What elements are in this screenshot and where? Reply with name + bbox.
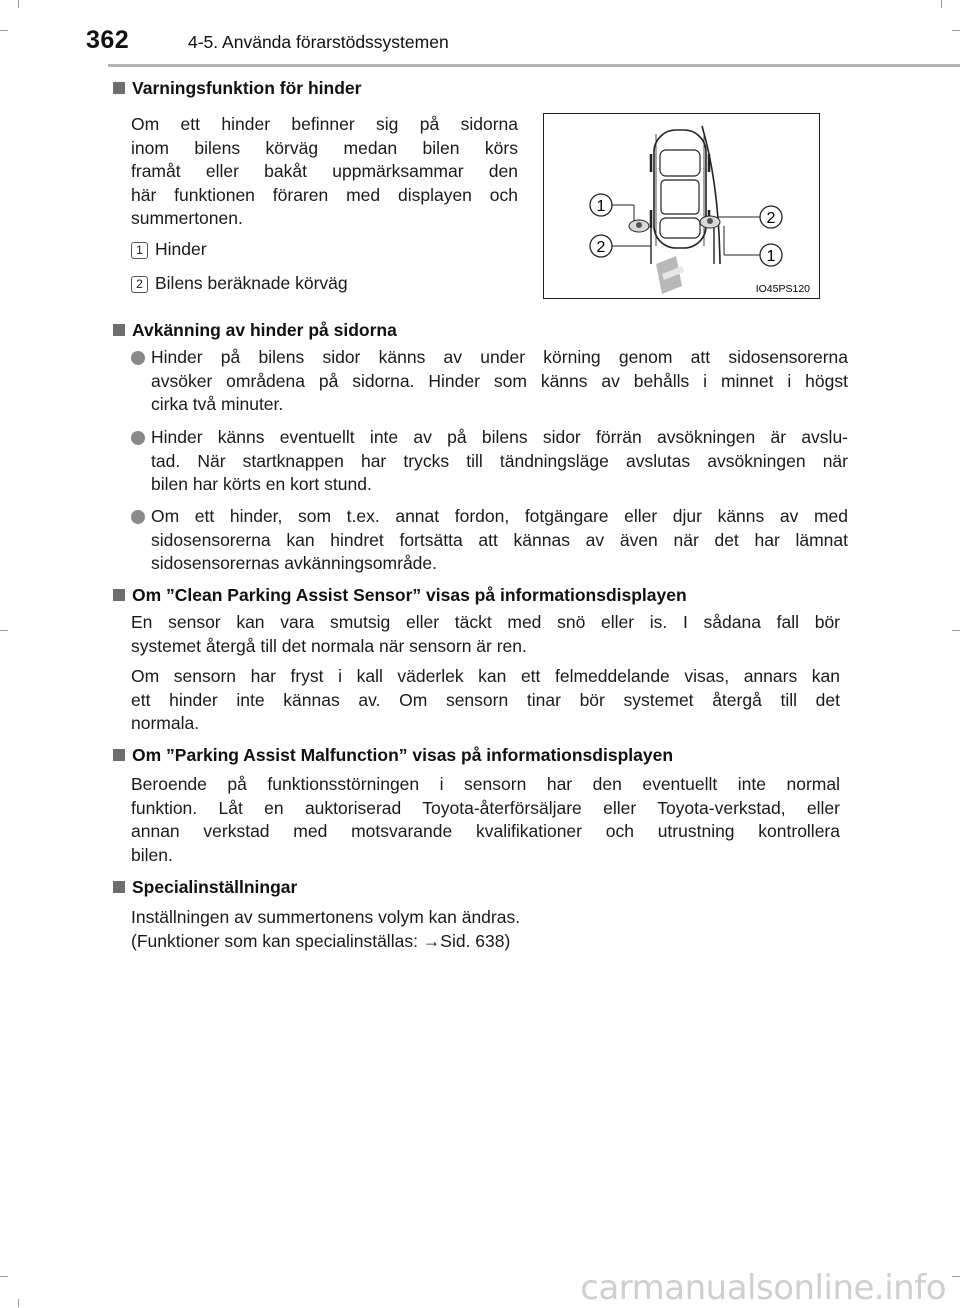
crop-mark — [0, 1276, 8, 1277]
sec3-paragraph-2: Om sensorn har fryst i kall väderlek kan ett felmeddelande visas, annars kan ett hinder inte kännas av. Om sensorn tinar bör systemet återgå till det normala. — [131, 666, 840, 733]
heading-malfunction: Om ”Parking Assist Malfunction” visas på informationsdisplayen — [113, 745, 673, 766]
pedestrian-icon — [700, 216, 720, 228]
heading-avkanning: Avkänning av hinder på sidorna — [113, 320, 397, 341]
svg-text:2: 2 — [596, 239, 606, 256]
bullet-dot-icon — [131, 351, 145, 365]
crop-mark — [18, 1299, 19, 1307]
crop-mark — [18, 0, 19, 8]
crop-mark — [0, 30, 8, 31]
crop-mark — [941, 0, 942, 8]
heading-varningsfunktion: Varningsfunktion för hinder — [113, 78, 361, 99]
bullet-item: Hinder känns eventuellt inte av på bilens sidor förrän avsökningen är avslu- tad. När startknappen har trycks till tändningsläge avslutas avsökningen när bilen har körts en kort stund. — [131, 426, 848, 497]
svg-text:1: 1 — [766, 248, 776, 265]
header-rule — [108, 64, 960, 67]
car-diagram — [544, 114, 818, 297]
figure-code: IO45PS120 — [755, 283, 810, 295]
heading-square-icon — [113, 589, 125, 601]
heading-square-icon — [113, 881, 125, 893]
figure-box — [543, 113, 820, 299]
page-reference-link[interactable]: (Funktioner som kan specialinställas: →Sid. 638) — [131, 930, 511, 951]
callout-1-right — [724, 226, 782, 266]
sec5-paragraph: Inställningen av summertonens volym kan ändras. (Funktioner som kan specialinställas: →Sid. 638) — [131, 906, 840, 953]
callout-1-left — [590, 194, 634, 221]
svg-text:1: 1 — [596, 198, 606, 215]
crop-mark — [952, 30, 960, 31]
heading-clean-sensor: Om ”Clean Parking Assist Sensor” visas på informationsdisplayen — [113, 585, 687, 606]
callout-badge: 2 — [131, 276, 148, 293]
svg-text:2: 2 — [766, 210, 776, 227]
watermark: carmanualsonline.info — [580, 1268, 946, 1308]
heading-square-icon — [113, 749, 125, 761]
crop-mark — [952, 1276, 960, 1277]
sec4-paragraph: Beroende på funktionsstörningen i sensorn har den eventuellt inte normal funktion. Låt en auktoriserad Toyota-återförsäljare eller Toyota-verkstad, eller annan verkstad med motsvarande kvalifikationer och utrustning kontrollera bilen. — [131, 774, 840, 865]
heading-square-icon — [113, 324, 125, 336]
crop-mark — [952, 630, 960, 631]
callout-2-left — [590, 235, 651, 257]
bullet-item: Om ett hinder, som t.ex. annat fordon, fotgängare eller djur känns av med sidosensorerna kan hindret fortsätta att kännas av även när det har lämnat sidosensorernas avkänningsområde. — [131, 505, 848, 576]
heading-specialinstallningar: Specialinställningar — [113, 877, 297, 898]
legend-item-1: 1 Hinder — [131, 239, 207, 260]
heading-square-icon — [113, 82, 125, 94]
crop-mark — [0, 630, 8, 631]
callout-2-right — [717, 206, 782, 228]
bullet-item: Hinder på bilens sidor känns av under körning genom att sidosensorerna avsöker områdena på sidorna. Hinder som känns av behålls i minnet i högst cirka två minuter. — [131, 346, 848, 417]
legend-item-2: 2 Bilens beräknade körväg — [131, 273, 348, 294]
section-title: 4-5. Använda förarstödssystemen — [188, 32, 449, 52]
sec3-paragraph-1: En sensor kan vara smutsig eller täckt med snö eller is. I sådana fall bör systemet återgå till det normala när sensorn är ren. — [131, 612, 840, 656]
bullet-dot-icon — [131, 510, 145, 524]
page-number: 362 — [86, 26, 130, 54]
pedestrian-icon — [629, 220, 649, 232]
sec1-paragraph: Om ett hinder befinner sig på sidorna inom bilens körväg medan bilen körs framåt eller bakåt uppmärksammar den här funktionen föraren med displayen och summertonen. — [131, 114, 518, 228]
direction-arrow-icon — [656, 256, 684, 294]
callout-badge: 1 — [131, 242, 148, 259]
bullet-dot-icon — [131, 431, 145, 445]
